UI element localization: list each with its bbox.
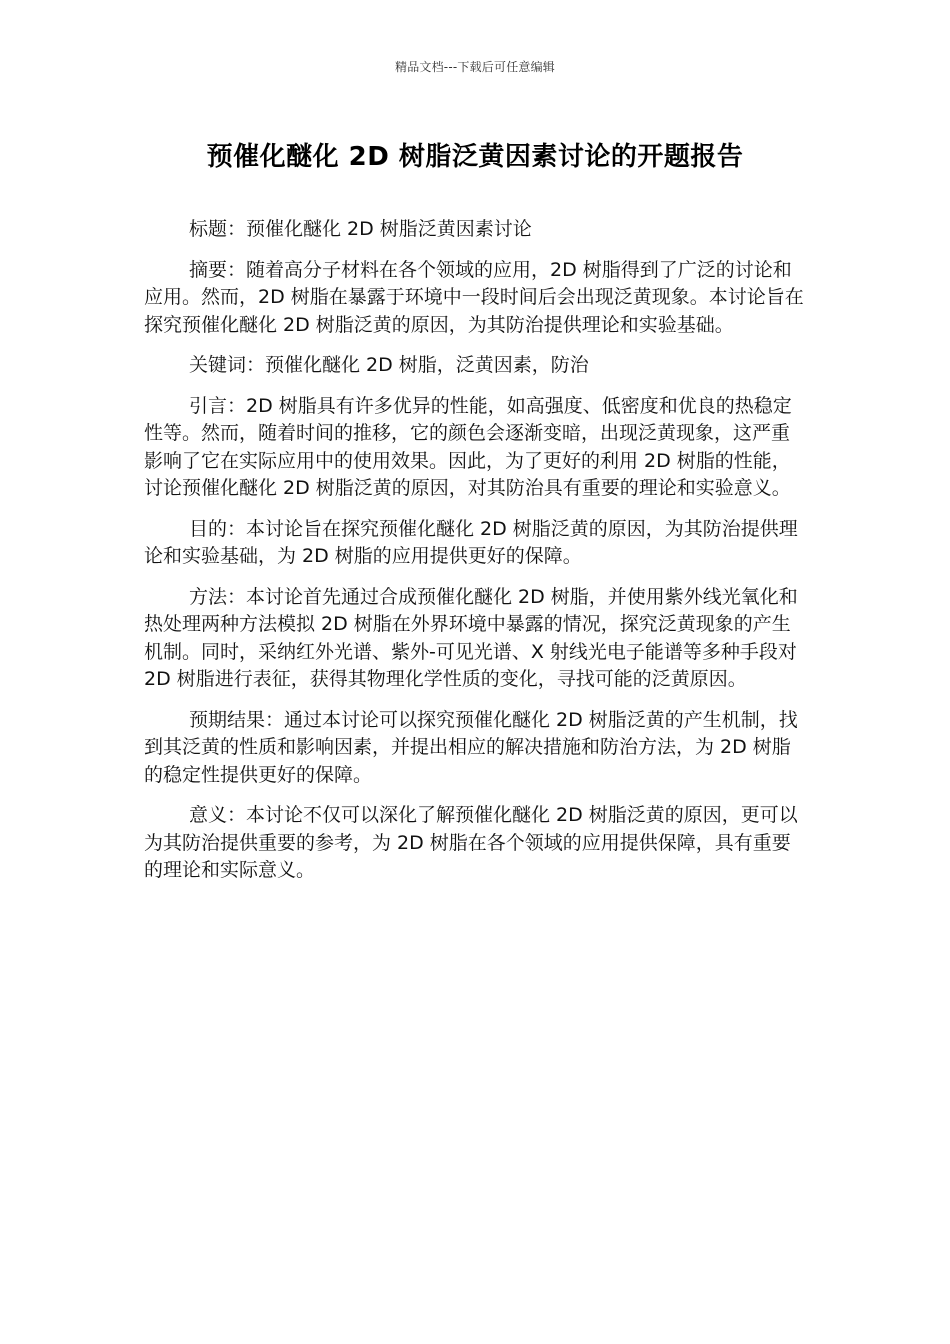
paragraph-introduction: 引言：2D 树脂具有许多优异的性能，如高强度、低密度和优良的热稳定性等。然而，随着时间的推移，它的颜色会逐渐变暗，出现泛黄现象，这严重影响了它在实际应用中的使用效果。因此，为了更好的利用 2D 树脂的性能，讨论预催化醚化 2D 树脂泛黄的原因，对其防治具有重要的理论和实验意义。: [144, 394, 792, 499]
document-title: 预催化醚化 2D 树脂泛黄因素讨论的开题报告: [206, 142, 744, 172]
paragraph-abstract: 摘要：随着高分子材料在各个领域的应用，2D 树脂得到了广泛的讨论和应用。然而，2D 树脂在暴露于环境中一段时间后会出现泛黄现象。本讨论旨在探究预催化醚化 2D 树脂泛黄的原因，为其防治提供理论和实验基础。: [144, 258, 804, 336]
paragraph-keywords: 关键词：预催化醚化 2D 树脂，泛黄因素，防治: [189, 354, 589, 376]
paragraph-method: 方法：本讨论首先通过合成预催化醚化 2D 树脂，并使用紫外线光氧化和热处理两种方法模拟 2D 树脂在外界环境中暴露的情况，探究泛黄现象的产生机制。同时，采纳红外光谱、紫外-可见光谱、X 射线光电子能谱等多种手段对 2D 树脂进行表征，获得其物理化学性质的变化，寻找可能的泛黄原因。: [144, 585, 798, 690]
paragraph-topic: 标题：预催化醚化 2D 树脂泛黄因素讨论: [189, 218, 532, 240]
paragraph-purpose: 目的：本讨论旨在探究预催化醚化 2D 树脂泛黄的原因，为其防治提供理论和实验基础，为 2D 树脂的应用提供更好的保障。: [144, 517, 798, 567]
paragraph-expected-results: 预期结果：通过本讨论可以探究预催化醚化 2D 树脂泛黄的产生机制，找到其泛黄的性质和影响因素，并提出相应的解决措施和防治方法，为 2D 树脂的稳定性提供更好的保障。: [144, 708, 798, 786]
paragraph-significance: 意义：本讨论不仅可以深化了解预催化醚化 2D 树脂泛黄的原因，更可以为其防治提供重要的参考，为 2D 树脂在各个领域的应用提供保障，具有重要的理论和实际意义。: [144, 804, 798, 881]
document-body: [144, 216, 808, 898]
header-note: 精品文档---下载后可任意编辑: [395, 60, 555, 74]
